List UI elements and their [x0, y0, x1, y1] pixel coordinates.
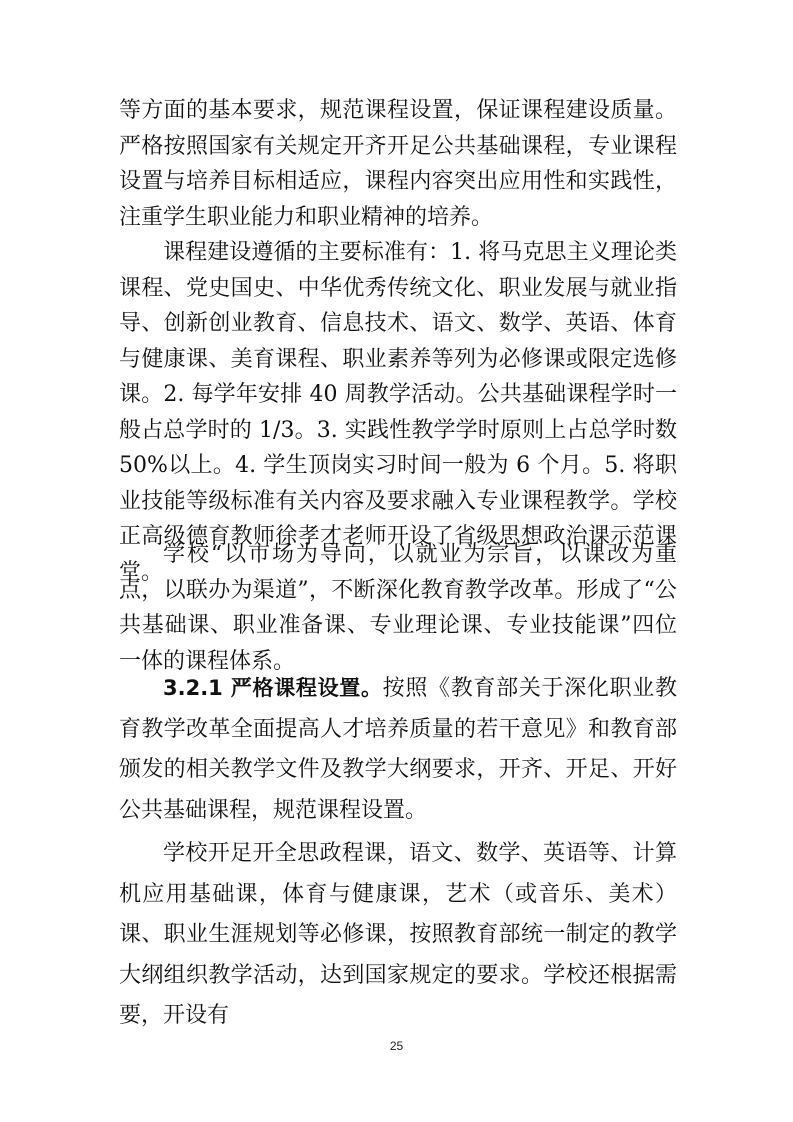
paragraph-1: 等方面的基本要求，规范课程设置，保证课程建设质量。严格按照国家有关规定开齐开足公共基础课程，专业课程设置与培养目标相适应，课程内容突出应用性和实践性，注重学生职业能力和职业精神的培养。 — [119, 98, 677, 230]
paragraph-course-standards: 课程建设遵循的主要标准有：1. 将马克思主义理论类课程、党史国史、中华优秀传统文化、职业发展与就业指导、创新创业教育、信息技术、语文、数学、英语、体育与健康课、美育课程、职业素养等列为必修课或限定选修课。2. 每学年安排 40 周教学活动。公共基础课程学时一般占总学时的 1/3。3. 实践性教学学时原则上占总学时数 50%以上。4. 学生顶岗实习时间一般为 6 个月。5. 将职业技能等级标准有关内容及要求融入专业课程教学。学校正高级德育教师徐孝才老师开设了省级思想政治课示范课堂。 — [119, 240, 677, 585]
section-3-2-1-body: 按照《教育部关于深化职业教育教学改革全面提高人才培养质量的若干意见》和教育部颁发的相关教学文件及教学大纲要求，开齐、开足、开好公共基础课程，规范课程设置。 — [119, 676, 677, 823]
section-heading-3-2-1: 3.2.1 严格课程设置。 — [163, 676, 383, 700]
paragraph-required-courses: 学校开足开全思政程课，语文、数学、英语等、计算机应用基础课，体育与健康课，艺术（或音乐、美术）课、职业生涯规划等必修课，按照教育部统一制定的教学大纲组织教学活动，达到国家规定的要求。学校还根据需要，开设有 — [119, 841, 677, 1028]
paragraph-section-3-2-1 — [119, 668, 677, 831]
page-number: 25 — [389, 1039, 404, 1053]
paragraph-reform: 学校“以市场为导向，以就业为宗旨，以课改为重点，以联办为渠道”，不断深化教育教学改革。形成了“公共基础课、职业准备课、专业理论课、专业技能课”四位一体的课程体系。 — [119, 542, 677, 674]
